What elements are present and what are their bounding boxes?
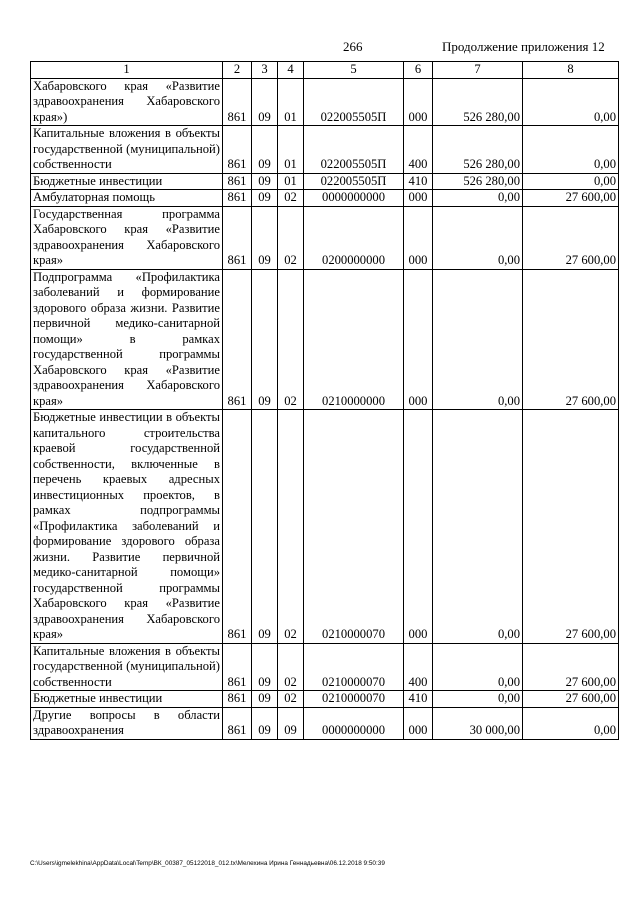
table-row <box>31 190 619 207</box>
row-podrazdel-code: 01 <box>278 173 304 190</box>
row-target-article-code: 0210000070 <box>304 643 404 691</box>
row-podrazdel-code: 01 <box>278 78 304 126</box>
row-podrazdel-code: 02 <box>278 410 304 644</box>
row-vedomstvo-code: 861 <box>223 190 252 207</box>
row-razdel-code: 09 <box>252 173 278 190</box>
row-amount-1: 0,00 <box>433 691 523 708</box>
row-amount-1: 0,00 <box>433 269 523 410</box>
row-amount-1: 0,00 <box>433 190 523 207</box>
column-number-8: 8 <box>523 62 619 79</box>
row-target-article-code: 022005505П <box>304 78 404 126</box>
row-razdel-code: 09 <box>252 126 278 174</box>
row-vedomstvo-code: 861 <box>223 173 252 190</box>
row-razdel-code: 09 <box>252 410 278 644</box>
row-target-article-code: 022005505П <box>304 173 404 190</box>
row-name: Амбулаторная помощь <box>31 190 223 207</box>
row-podrazdel-code: 02 <box>278 643 304 691</box>
row-podrazdel-code: 02 <box>278 691 304 708</box>
row-name: Бюджетные инвестиции <box>31 173 223 190</box>
row-expense-type-code: 000 <box>404 190 433 207</box>
column-number-3: 3 <box>252 62 278 79</box>
row-razdel-code: 09 <box>252 206 278 269</box>
row-target-article-code: 0000000000 <box>304 190 404 207</box>
row-amount-2: 27 600,00 <box>523 190 619 207</box>
row-podrazdel-code: 02 <box>278 206 304 269</box>
row-amount-1: 0,00 <box>433 643 523 691</box>
row-razdel-code: 09 <box>252 190 278 207</box>
column-number-7: 7 <box>433 62 523 79</box>
row-name: Государственная программа Хабаровского края «Развитие здравоохранения Хабаровского края» <box>31 206 223 269</box>
row-amount-2: 27 600,00 <box>523 410 619 644</box>
row-razdel-code: 09 <box>252 78 278 126</box>
row-podrazdel-code: 02 <box>278 190 304 207</box>
row-vedomstvo-code: 861 <box>223 643 252 691</box>
row-vedomstvo-code: 861 <box>223 269 252 410</box>
page-number: 266 <box>343 39 363 54</box>
row-amount-2: 27 600,00 <box>523 691 619 708</box>
column-numbers-row <box>31 62 619 79</box>
row-vedomstvo-code: 861 <box>223 707 252 739</box>
row-name: Другие вопросы в области здравоохранения <box>31 707 223 739</box>
row-amount-2: 27 600,00 <box>523 206 619 269</box>
row-name: Капитальные вложения в объекты государственной (муниципальной) собственности <box>31 126 223 174</box>
column-number-6: 6 <box>404 62 433 79</box>
row-amount-2: 0,00 <box>523 707 619 739</box>
row-name: Подпрограмма «Профилактика заболеваний и формирование здорового образа жизни. Развитие первичной медико-санитарной помощи» в рамках государственной программы Хабаровского края «Развитие здравоохранения Хабаровского края» <box>31 269 223 410</box>
table-row <box>31 269 619 410</box>
row-expense-type-code: 000 <box>404 410 433 644</box>
row-amount-1: 526 280,00 <box>433 78 523 126</box>
table-row <box>31 173 619 190</box>
row-amount-2: 27 600,00 <box>523 269 619 410</box>
row-razdel-code: 09 <box>252 643 278 691</box>
table-row <box>31 691 619 708</box>
row-expense-type-code: 410 <box>404 691 433 708</box>
row-name: Бюджетные инвестиции в объекты капитального строительства краевой государственной собственности, включенные в перечень краевых адресных инвестиционных проектов, в рамках подпрограммы «Профилактика заболеваний и формирование здорового образа жизни. Развитие первичной медико-санитарной помощи» государственной программы Хабаровского края «Развитие здравоохранения Хабаровского края» <box>31 410 223 644</box>
row-podrazdel-code: 02 <box>278 269 304 410</box>
row-target-article-code: 022005505П <box>304 126 404 174</box>
row-podrazdel-code: 09 <box>278 707 304 739</box>
row-target-article-code: 0210000070 <box>304 691 404 708</box>
row-expense-type-code: 400 <box>404 643 433 691</box>
row-expense-type-code: 000 <box>404 78 433 126</box>
table-body <box>31 78 619 739</box>
row-amount-1: 526 280,00 <box>433 173 523 190</box>
table-row <box>31 707 619 739</box>
row-target-article-code: 0210000070 <box>304 410 404 644</box>
row-razdel-code: 09 <box>252 707 278 739</box>
row-amount-1: 0,00 <box>433 410 523 644</box>
row-amount-2: 0,00 <box>523 126 619 174</box>
column-number-2: 2 <box>223 62 252 79</box>
row-amount-2: 0,00 <box>523 173 619 190</box>
row-vedomstvo-code: 861 <box>223 78 252 126</box>
row-vedomstvo-code: 861 <box>223 126 252 174</box>
row-amount-1: 526 280,00 <box>433 126 523 174</box>
row-vedomstvo-code: 861 <box>223 410 252 644</box>
row-amount-1: 0,00 <box>433 206 523 269</box>
table-row <box>31 78 619 126</box>
row-target-article-code: 0200000000 <box>304 206 404 269</box>
row-expense-type-code: 000 <box>404 707 433 739</box>
budget-table <box>30 61 619 740</box>
table-row <box>31 206 619 269</box>
table-row <box>31 643 619 691</box>
row-target-article-code: 0210000000 <box>304 269 404 410</box>
row-amount-2: 0,00 <box>523 78 619 126</box>
table-row <box>31 126 619 174</box>
column-number-1: 1 <box>31 62 223 79</box>
row-vedomstvo-code: 861 <box>223 691 252 708</box>
row-vedomstvo-code: 861 <box>223 206 252 269</box>
row-target-article-code: 0000000000 <box>304 707 404 739</box>
row-expense-type-code: 410 <box>404 173 433 190</box>
row-name: Бюджетные инвестиции <box>31 691 223 708</box>
row-expense-type-code: 000 <box>404 206 433 269</box>
row-name: Капитальные вложения в объекты государственной (муниципальной) собственности <box>31 643 223 691</box>
table-row <box>31 410 619 644</box>
row-name: Хабаровского края «Развитие здравоохранения Хабаровского края») <box>31 78 223 126</box>
file-path-footer: C:\Users\igmelekhina\AppData\Local\Temp\ВК_00387_05122018_012.tx\Мелехина Ирина Геннадьевна\06.12.2018 9:50:39 <box>30 860 385 867</box>
column-number-4: 4 <box>278 62 304 79</box>
row-razdel-code: 09 <box>252 691 278 708</box>
continuation-label: Продолжение приложения 12 <box>442 39 605 54</box>
column-number-5: 5 <box>304 62 404 79</box>
row-expense-type-code: 400 <box>404 126 433 174</box>
row-razdel-code: 09 <box>252 269 278 410</box>
row-expense-type-code: 000 <box>404 269 433 410</box>
row-amount-2: 27 600,00 <box>523 643 619 691</box>
row-amount-1: 30 000,00 <box>433 707 523 739</box>
row-podrazdel-code: 01 <box>278 126 304 174</box>
